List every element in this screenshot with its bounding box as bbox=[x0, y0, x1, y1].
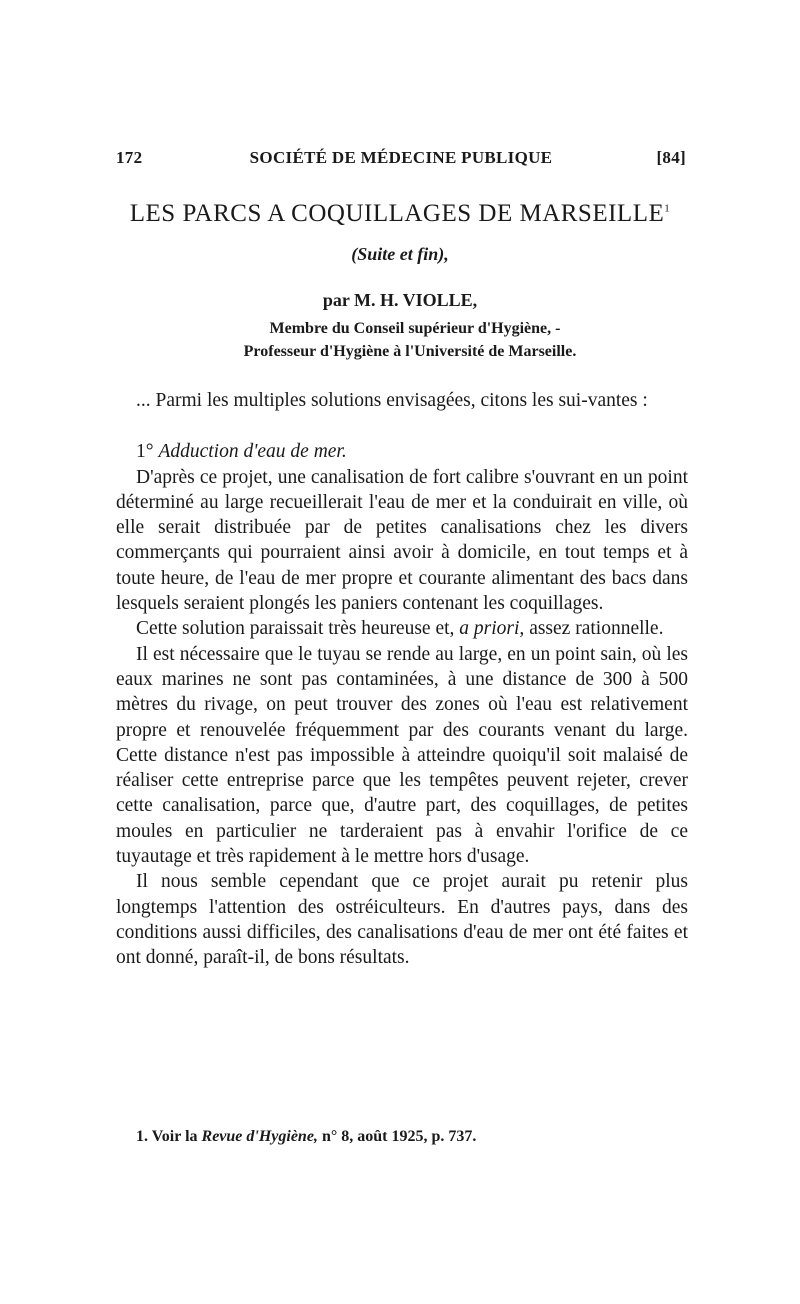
article-title bbox=[100, 200, 700, 228]
article-subtitle: (Suite et fin), bbox=[351, 244, 449, 264]
intro-paragraph: ... Parmi les multiples solutions envisagées, citons les sui-vantes : bbox=[136, 390, 648, 411]
footnote-marker: 1 bbox=[664, 202, 671, 215]
footnote-text-start: Voir la bbox=[151, 1128, 198, 1145]
footnote-journal: Revue d'Hygiène, bbox=[201, 1128, 318, 1145]
footnote-text-end: n° 8, août 1925, p. 737. bbox=[321, 1128, 477, 1145]
footnote-number: 1. bbox=[136, 1128, 148, 1145]
section-number: 1° bbox=[136, 441, 154, 463]
section-heading bbox=[116, 439, 688, 464]
paragraph-1: D'après ce projet, une canalisation de fort calibre s'ouvrant en un point déterminé au large recueillerait l'eau de mer et la conduirait en ville, où elle serait distribuée par de petites canalisations chez les divers commerçants qui pourraient ainsi avoir à domicile, en tout temps et à toute heure, de l'eau de mer propre et courante alimentant des bacs dans lesquels seraient plongés les paniers contenant les coquillages. bbox=[116, 466, 688, 615]
paragraph-2-start: Cette solution paraissait très heureuse et, bbox=[136, 618, 455, 640]
author-affiliation-1: Membre du Conseil supérieur d'Hygiène, - bbox=[269, 320, 561, 337]
article-title-text: LES PARCS A COQUILLAGES DE MARSEILLE bbox=[129, 200, 665, 227]
author-line: par M. H. VIOLLE, bbox=[322, 290, 478, 310]
paragraph-4: Il nous semble cependant que ce projet aurait pu retenir plus longtemps l'attention des ostréiculteurs. En d'autres pays, dans des conditions aussi difficiles, des canalisations d'eau de mer ont été faites et ont donné, paraît-il, de bons résultats. bbox=[116, 871, 688, 969]
paragraph-2 bbox=[116, 616, 688, 641]
paragraph-3: Il est nécessaire que le tuyau se rende au large, en un point sain, où les eaux marines ne sont pas contaminées, à une distance de 300 à 500 mètres du rivage, on peut trouver des zones où l'eau est relativement propre et renouvelée fréquemment par des courants venant du large. Cette distance n'est pas impossible à atteindre quoiqu'il soit malaisé de réaliser cette entreprise parce que les tempêtes peuvent rejeter, crever cette canalisation, parce que, d'autre part, des coquillages, de petites moules en particulier ne tarderaient pas à envahir l'orifice de ce tuyautage et très rapidement à le mettre hors d'usage. bbox=[116, 643, 688, 868]
paragraph-2-end: assez rationnelle. bbox=[529, 618, 664, 640]
footnote bbox=[136, 1128, 696, 1146]
body-text bbox=[116, 388, 688, 971]
page-number: 172 bbox=[116, 148, 143, 167]
running-title: SOCIÉTÉ DE MÉDECINE PUBLIQUE bbox=[249, 148, 553, 167]
section-title: Adduction d'eau de mer. bbox=[158, 441, 347, 463]
bracket-page-number: [84] bbox=[656, 148, 686, 167]
author-affiliation-2: Professeur d'Hygiène à l'Université de Marseille. bbox=[243, 343, 577, 360]
paragraph-2-italic: a priori, bbox=[459, 618, 525, 640]
